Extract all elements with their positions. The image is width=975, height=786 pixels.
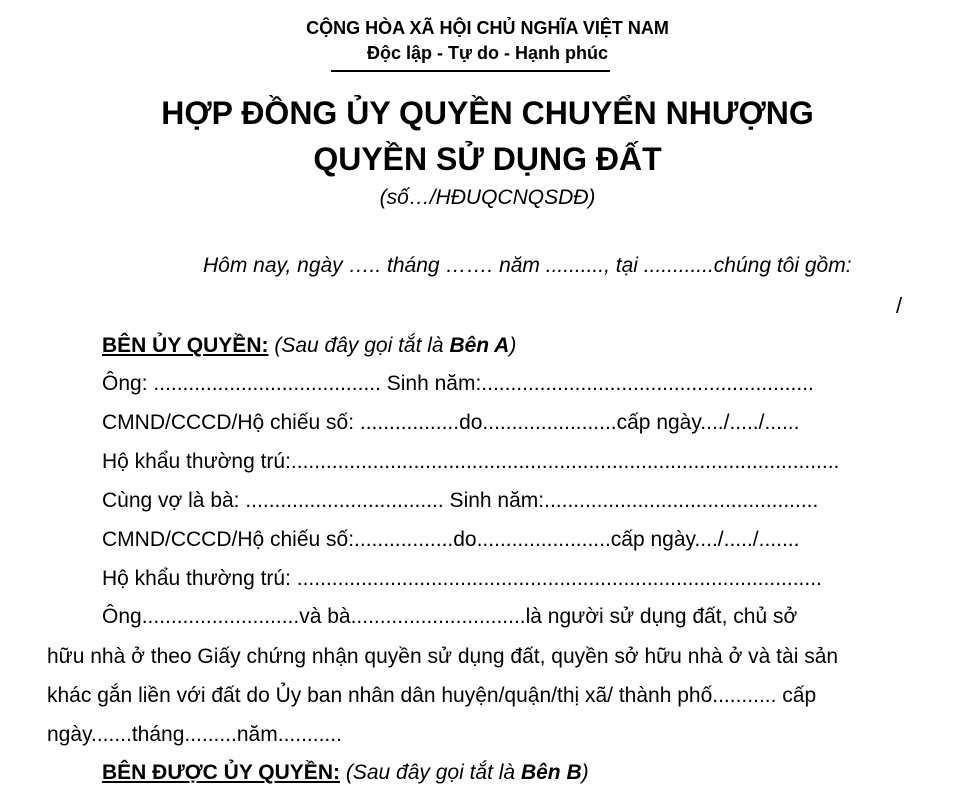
party-a-husband-line: Ông: ....................................... Sinh năm:......................................................... xyxy=(102,372,814,395)
party-a-husband-residence-line: Hộ khẩu thường trú:.............................................................................................. xyxy=(102,450,840,473)
party-a-heading: BÊN ỦY QUYỀN: xyxy=(102,334,269,357)
motto-underline xyxy=(331,70,610,72)
party-a-heading-row xyxy=(102,334,516,358)
land-owner-paragraph-line4: ngày.......tháng.........năm........... xyxy=(47,723,342,746)
party-b-note: (Sau đây gọi tắt là Bên B) xyxy=(345,761,589,784)
party-a-label: Bên A xyxy=(449,334,510,357)
nation-name: CỘNG HÒA XÃ HỘI CHỦ NGHĨA VIỆT NAM xyxy=(306,18,669,38)
land-owner-paragraph-line1: Ông...........................và bà..............................là người sử dụng đất, chủ sở xyxy=(102,605,798,628)
party-a-wife-residence-line: Hộ khẩu thường trú: .......................................................................................... xyxy=(102,567,822,590)
party-b-label: Bên B xyxy=(520,761,582,784)
contract-title-line1: HỢP ĐỒNG ỦY QUYỀN CHUYỂN NHƯỢNG xyxy=(161,95,814,131)
party-b-heading: BÊN ĐƯỢC ỦY QUYỀN: xyxy=(102,761,340,784)
party-a-note: (Sau đây gọi tắt là Bên A) xyxy=(274,334,517,357)
national-motto: Độc lập - Tự do - Hạnh phúc xyxy=(366,43,609,63)
party-a-husband-id-line: CMND/CCCD/Hộ chiếu số: .................do.......................cấp ngày..../...../...... xyxy=(102,411,800,434)
party-a-wife-line: Cùng vợ là bà: .................................. Sinh năm:............................................... xyxy=(102,489,819,512)
party-a-wife-id-line: CMND/CCCD/Hộ chiếu số:.................do.......................cấp ngày..../...../....... xyxy=(102,528,800,551)
intro-line: Hôm nay, ngày ….. tháng ……. năm .........., tại ............chúng tôi gồm: xyxy=(203,254,852,277)
land-owner-paragraph-line3: khác gắn liền với đất do Ủy ban nhân dân huyện/quận/thị xã/ thành phố........... cấp xyxy=(47,684,817,707)
land-owner-paragraph-line2: hữu nhà ở theo Giấy chứng nhận quyền sử dụng đất, quyền sở hữu nhà ở và tài sản xyxy=(47,645,839,668)
contract-title-line2: QUYỀN SỬ DỤNG ĐẤT xyxy=(313,141,662,177)
party-b-heading-row xyxy=(102,761,589,785)
stray-mark: / xyxy=(896,293,903,318)
contract-number: (số…/HĐUQCNQSDĐ) xyxy=(379,186,596,209)
